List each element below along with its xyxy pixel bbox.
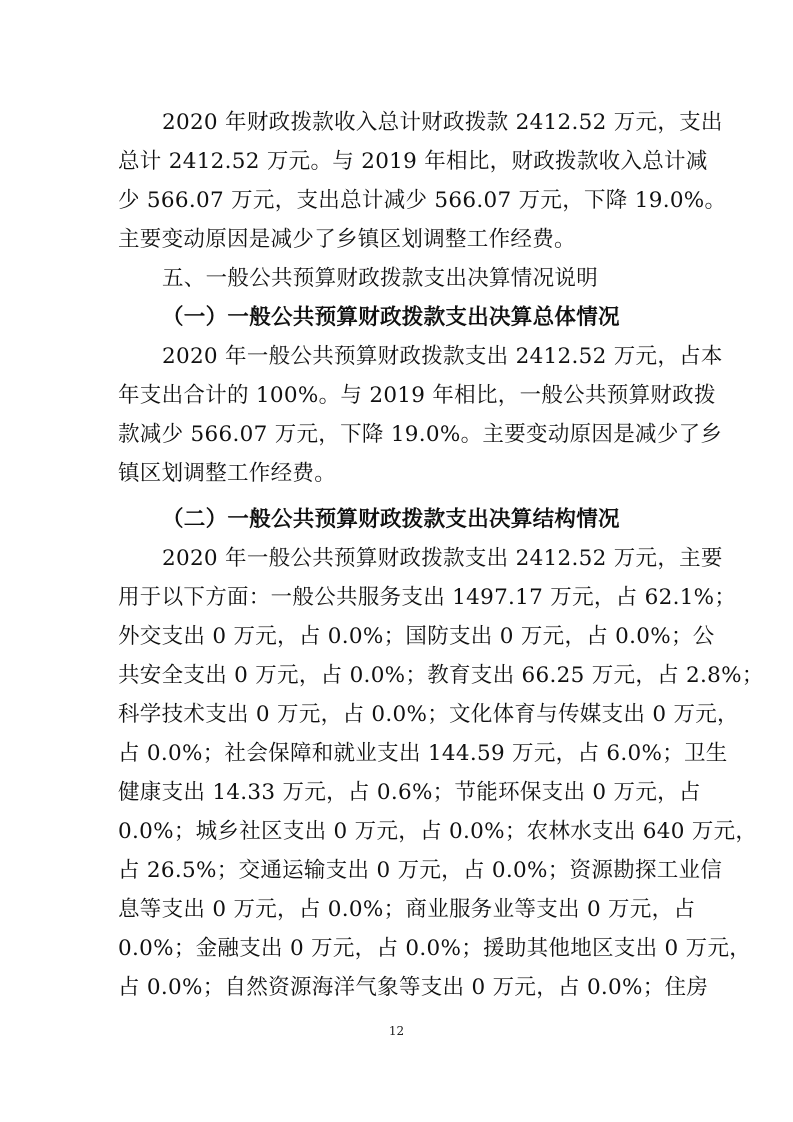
section-heading: 五、一般公共预算财政拨款支出决算情况说明 [162,266,599,291]
subsection-2-line-4: 共安全支出 0 万元，占 0.0%；教育支出 66.25 万元，占 2.8%； [118,663,764,688]
paragraph-1-line-1: 2020 年财政拨款收入总计财政拨款 2412.52 万元，支出 [162,110,723,135]
subsection-2-line-1: 2020 年一般公共预算财政拨款支出 2412.52 万元，主要 [162,546,723,571]
subsection-2-line-11: 0.0%；金融支出 0 万元，占 0.0%；援助其他地区支出 0 万元， [118,936,752,961]
subsection-2-heading: （二）一般公共预算财政拨款支出决算结构情况 [162,507,620,532]
subsection-2-line-3: 外交支出 0 万元，占 0.0%；国防支出 0 万元，占 0.0%；公 [118,624,715,649]
subsection-1-heading: （一）一般公共预算财政拨款支出决算总体情况 [162,305,620,330]
paragraph-1-line-3: 少 566.07 万元，支出总计减少 566.07 万元，下降 19.0%。 [118,188,727,213]
subsection-2-line-10: 息等支出 0 万元，占 0.0%；商业服务业等支出 0 万元，占 [118,897,696,922]
subsection-1-line-4: 镇区划调整工作经费。 [118,461,337,486]
subsection-2-line-2: 用于以下方面：一般公共服务支出 1497.17 万元，占 62.1%； [118,585,737,610]
subsection-2-line-9: 占 26.5%；交通运输支出 0 万元，占 0.0%；资源勘探工业信 [118,858,723,883]
subsection-2-line-8: 0.0%；城乡社区支出 0 万元，占 0.0%；农林水支出 640 万元， [118,819,758,844]
subsection-1-line-3: 款减少 566.07 万元，下降 19.0%。主要变动原因是减少了乡 [118,422,723,447]
page-number: 12 [388,1024,405,1038]
subsection-2-line-6: 占 0.0%；社会保障和就业支出 144.59 万元，占 6.0%；卫生 [118,741,728,766]
subsection-2-line-5: 科学技术支出 0 万元，占 0.0%；文化体育与传媒支出 0 万元， [118,702,739,727]
paragraph-1-line-4: 主要变动原因是减少了乡镇区划调整工作经费。 [118,227,576,252]
subsection-1-line-1: 2020 年一般公共预算财政拨款支出 2412.52 万元，占本 [162,344,723,369]
subsection-1-line-2: 年支出合计的 100%。与 2019 年相比，一般公共预算财政拨 [118,383,716,408]
subsection-2-line-7: 健康支出 14.33 万元，占 0.6%；节能环保支出 0 万元，占 [118,780,701,805]
subsection-2-line-12: 占 0.0%；自然资源海洋气象等支出 0 万元，占 0.0%；住房 [118,975,709,1000]
paragraph-1-line-2: 总计 2412.52 万元。与 2019 年相比，财政拨款收入总计减 [118,149,708,174]
